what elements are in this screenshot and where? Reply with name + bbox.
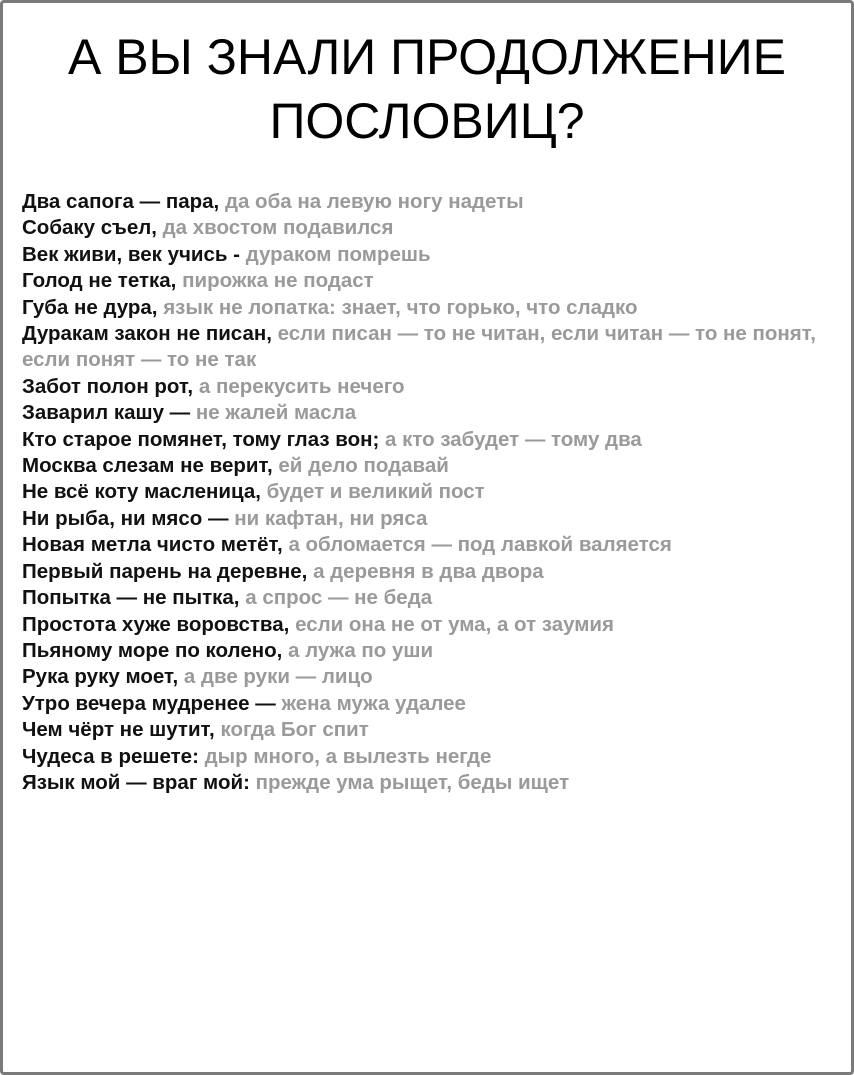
proverb-start: Два сапога — пара, xyxy=(22,190,220,213)
proverb-start: Собаку съел, xyxy=(22,216,157,240)
proverb-start: Рука руку моет, xyxy=(22,665,179,689)
proverb-item xyxy=(22,295,837,321)
poster-title xyxy=(3,25,851,153)
proverb-item xyxy=(22,612,837,638)
title-line-1: А ВЫ ЗНАЛИ ПРОДОЛЖЕНИЕ xyxy=(67,29,787,85)
proverb-start: Попытка — не пытка, xyxy=(22,586,240,610)
proverb-item xyxy=(22,664,837,690)
proverb-item xyxy=(22,585,837,611)
proverb-start: Язык мой — враг мой: xyxy=(22,770,250,794)
proverb-item xyxy=(22,638,837,664)
proverb-continuation: а кто забудет — тому два xyxy=(385,427,642,451)
proverb-item xyxy=(22,374,837,400)
proverb-continuation: если писан — то не читан, если читан — то не понят, если понят — то не так xyxy=(22,322,816,372)
proverb-start: Первый парень на деревне, xyxy=(22,559,308,583)
proverb-continuation: ни кафтан, ни ряса xyxy=(234,506,428,530)
proverb-continuation: язык не лопатка: знает, что горько, что сладко xyxy=(163,295,638,319)
proverb-item xyxy=(22,321,837,374)
proverb-continuation: дураком помрешь xyxy=(245,242,431,266)
proverb-start: Пьяному море по колено, xyxy=(22,638,283,662)
proverb-item xyxy=(22,559,837,585)
proverb-item xyxy=(22,717,837,743)
proverb-start: Простота хуже воровства, xyxy=(22,612,290,636)
proverb-continuation: пирожка не подаст xyxy=(182,269,374,293)
proverb-continuation: а перекусить нечего xyxy=(198,374,405,398)
proverb-item xyxy=(22,532,837,558)
proverb-continuation: а спрос — не беда xyxy=(245,586,433,610)
proverb-start: Губа не дура, xyxy=(22,295,158,319)
proverb-item xyxy=(22,770,837,796)
proverb-continuation: если она не от ума, а от заумия xyxy=(295,612,614,636)
proverb-item xyxy=(22,400,837,426)
proverb-item xyxy=(22,479,837,505)
proverb-start: Чем чёрт не шутит, xyxy=(22,718,215,742)
proverb-start: Дуракам закон не писан, xyxy=(22,322,272,346)
proverb-item xyxy=(22,691,837,717)
proverb-start: Кто старое помянет, тому глаз вон; xyxy=(22,427,380,451)
proverb-start: Голод не тетка, xyxy=(22,269,177,293)
proverb-continuation: да хвостом подавился xyxy=(162,216,394,240)
proverb-start: Утро вечера мудренее — xyxy=(22,691,276,715)
proverb-item xyxy=(22,453,837,479)
proverb-item xyxy=(22,189,837,215)
proverb-continuation: когда Бог спит xyxy=(220,718,369,742)
proverb-start: Забот полон рот, xyxy=(22,374,194,398)
proverb-start: Ни рыба, ни мясо — xyxy=(22,506,229,530)
proverb-start: Заварил кашу — xyxy=(22,401,191,425)
proverb-item xyxy=(22,744,837,770)
proverb-continuation: прежде ума рыщет, беды ищет xyxy=(255,770,570,794)
proverb-continuation: а лужа по уши xyxy=(288,638,434,662)
proverb-item xyxy=(22,242,837,268)
proverb-start: Новая метла чисто метёт, xyxy=(22,533,283,557)
proverb-continuation: будет и великий пост xyxy=(266,480,485,504)
proverb-continuation: не жалей масла xyxy=(195,401,357,425)
proverb-continuation: а обломается — под лавкой валяется xyxy=(288,533,672,557)
title-line-2: ПОСЛОВИЦ? xyxy=(269,93,585,149)
proverb-continuation: а деревня в два двора xyxy=(313,559,544,583)
proverb-continuation: а две руки — лицо xyxy=(183,665,373,689)
proverb-start: Век живи, век учись - xyxy=(22,242,241,266)
proverb-start: Не всё коту масленица, xyxy=(22,480,261,504)
proverb-start: Москва слезам не верит, xyxy=(22,454,273,478)
proverb-item xyxy=(22,427,837,453)
proverb-continuation: жена мужа удалее xyxy=(281,691,466,715)
proverb-item xyxy=(22,215,837,241)
proverb-item xyxy=(22,506,837,532)
proverb-continuation: ей дело подавай xyxy=(278,454,449,478)
proverb-list xyxy=(22,189,837,796)
proverb-continuation: дыр много, а вылезть негде xyxy=(204,744,492,768)
proverb-item xyxy=(22,268,837,294)
proverb-continuation: да оба на левую ногу надеты xyxy=(224,190,524,213)
proverb-start: Чудеса в решете: xyxy=(22,744,199,768)
